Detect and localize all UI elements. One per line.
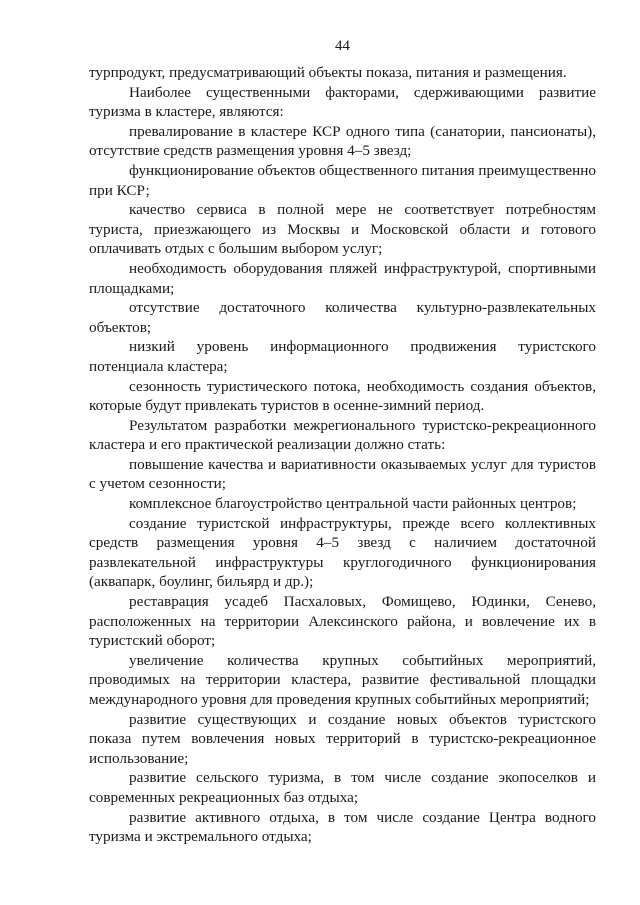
list-item-result-6: развитие существующих и создание новых объектов туристского показа путем вовлечения новых территорий в туристско-рекреационное использование; [89,710,596,767]
list-item-result-1: повышение качества и вариативности оказываемых услуг для туристов с учетом сезонности; [89,455,596,493]
list-item-factor-4: необходимость оборудования пляжей инфраструктурой, спортивными площадками; [89,259,596,297]
page-number: 44 [335,38,350,54]
list-item-factor-1: превалирование в кластере КСР одного типа (санатории, пансионаты), отсутствие средств размещения уровня 4–5 звезд; [89,122,596,160]
list-item-result-7: развитие сельского туризма, в том числе создание экопоселков и современных рекреационных баз отдыха; [89,769,596,806]
list-item-result-3: создание туристской инфраструктуры, прежде всего коллективных средств размещения уровня 4–5 звезд с наличием достаточной развлекательной инфраструктуры круглогодичного функционирования (аквапарк, боулинг, бильярд и др.); [89,514,596,591]
paragraph-continuation: турпродукт, предусматривающий объекты показа, питания и размещения. [89,64,567,81]
list-item-result-2: комплексное благоустройство центральной части районных центров; [129,495,577,513]
list-item-result-4: реставрация усадеб Пасхаловых, Фомищево, Юдинки, Сенево, расположенных на территории Алексинского района, и вовлечение их в туристский оборот; [89,593,596,650]
paragraph-factors-intro: Наиболее существенными факторами, сдерживающими развитие туризма в кластере, являются: [89,83,596,121]
list-item-result-5: увеличение количества крупных событийных мероприятий, проводимых на территории кластера, развитие фестивальной площадки международного уровня для проведения крупных событийных мероприятий; [89,651,596,708]
list-item-result-8: развитие активного отдыха, в том числе создание Центра водного туризма и экстремального отдыха; [89,808,596,846]
list-item-factor-5: отсутствие достаточного количества культурно-развлекательных объектов; [89,299,596,336]
list-item-factor-6: низкий уровень информационного продвижения туристского потенциала кластера; [89,338,596,375]
list-item-factor-2: функционирование объектов общественного питания преимущественно при КСР; [89,161,597,199]
list-item-factor-3: качество сервиса в полной мере не соответствует потребностям туриста, приезжающего из Москвы и Московской области и готового оплачивать отдых с большим выбором услуг; [89,201,596,258]
list-item-factor-7: сезонность туристического потока, необходимость создания объектов, которые будут привлекать туристов в осенне-зимний период. [89,377,596,415]
paragraph-results-intro: Результатом разработки межрегионального туристско-рекреационного кластера и его практической реализации должно стать: [89,416,596,454]
